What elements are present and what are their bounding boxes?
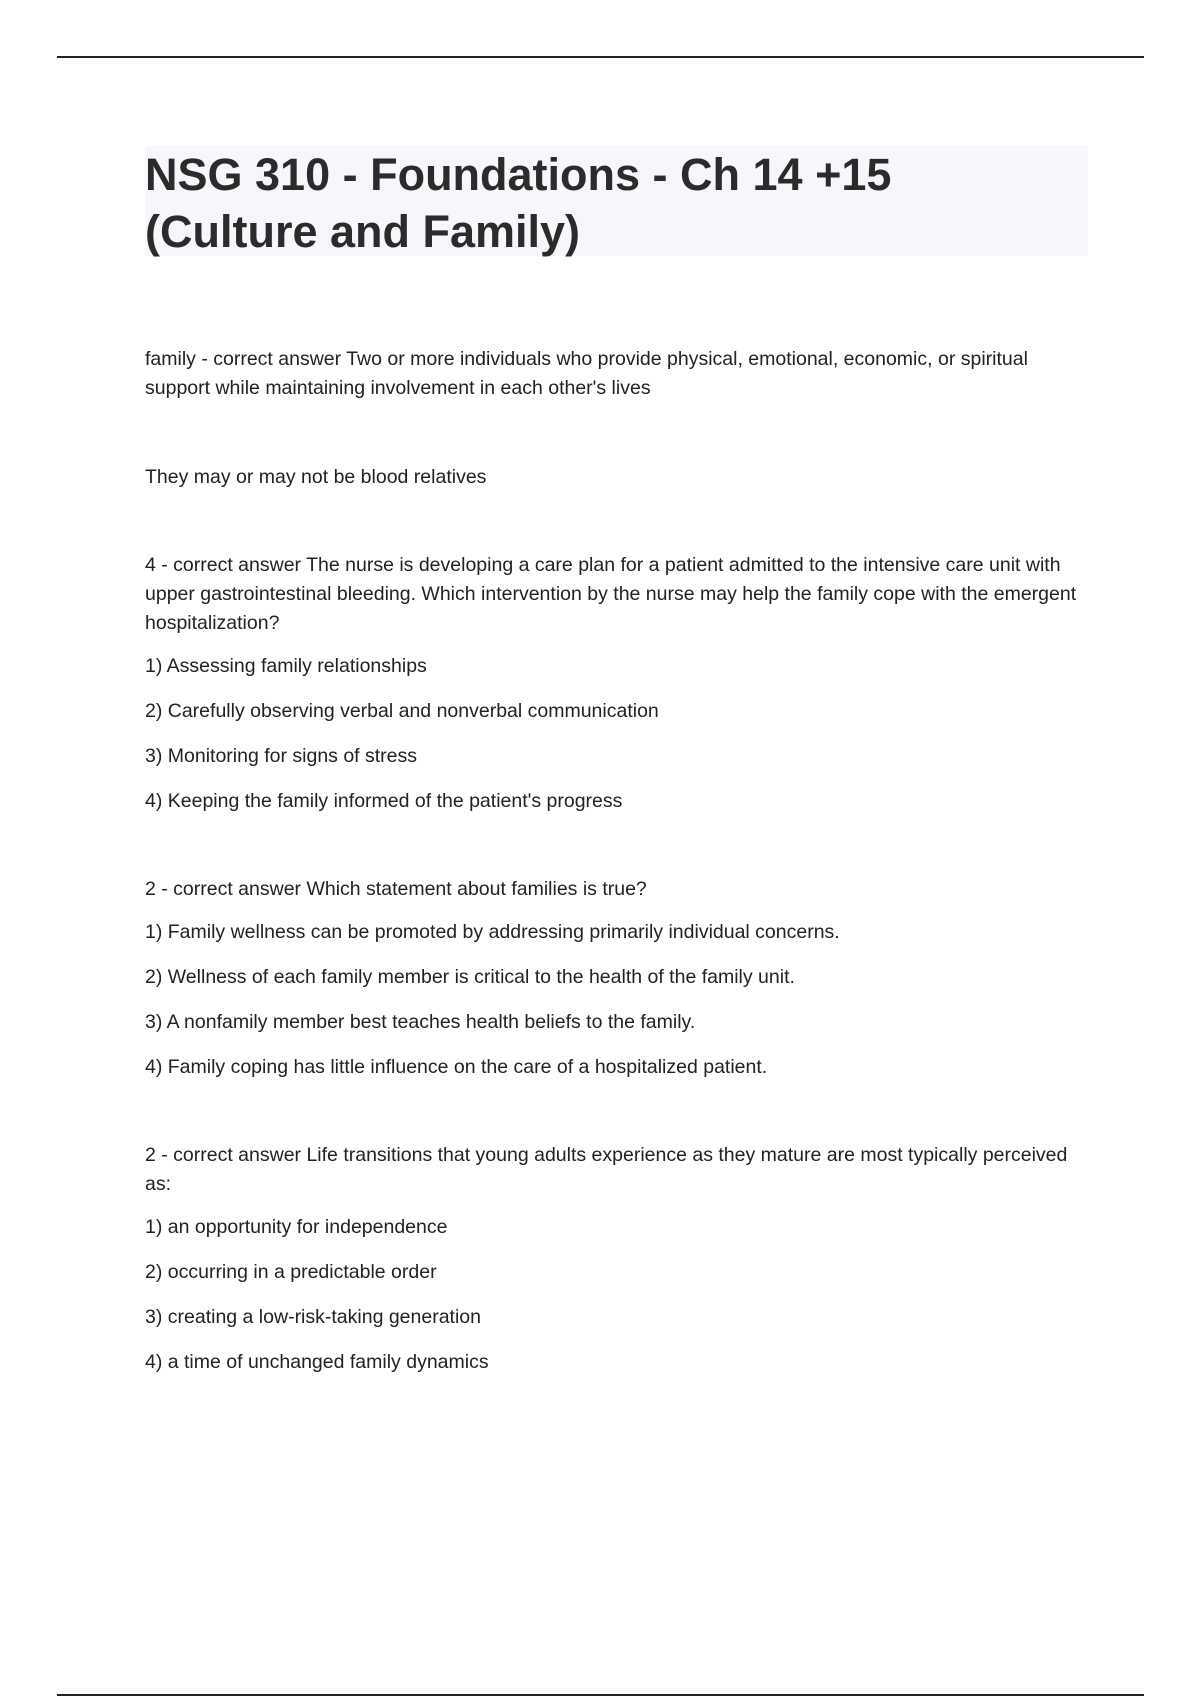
question-stem: 2 - correct answer Which statement about families is true? xyxy=(145,878,647,900)
question-stem: 4 - correct answer The nurse is developing a care plan for a patient admitted to the intensive care unit with upper gastrointestinal bleeding. Which intervention by the nurse may help the family cope with the emergent hospitalization? xyxy=(145,554,1077,634)
answer-option: 3) creating a low-risk-taking generation xyxy=(145,1306,481,1328)
answer-option: 3) Monitoring for signs of stress xyxy=(145,745,418,767)
answer-option: 2) Carefully observing verbal and nonverbal communication xyxy=(145,700,659,722)
definition-note: They may or may not be blood relatives xyxy=(145,466,487,488)
answer-option: 3) A nonfamily member best teaches health beliefs to the family. xyxy=(145,1011,696,1033)
answer-option: 1) an opportunity for independence xyxy=(145,1216,448,1238)
question-block xyxy=(145,551,1095,816)
question-stem: 2 - correct answer Life transitions that young adults experience as they mature are most typically perceived as: xyxy=(145,1144,1068,1195)
title-block xyxy=(145,146,1088,256)
answer-option: 4) a time of unchanged family dynamics xyxy=(145,1351,489,1373)
document-body xyxy=(145,345,1095,1377)
bottom-divider xyxy=(57,1694,1144,1696)
answer-option: 1) Family wellness can be promoted by addressing primarily individual concerns. xyxy=(145,921,840,943)
answer-option: 2) Wellness of each family member is critical to the health of the family unit. xyxy=(145,966,795,988)
answer-option: 2) occurring in a predictable order xyxy=(145,1261,437,1283)
page-title xyxy=(145,146,1088,260)
answer-option: 4) Family coping has little influence on the care of a hospitalized patient. xyxy=(145,1056,768,1078)
answer-option: 4) Keeping the family informed of the patient's progress xyxy=(145,790,623,812)
answer-option: 1) Assessing family relationships xyxy=(145,655,427,677)
definition-entry: family - correct answer Two or more individuals who provide physical, emotional, economic, or spiritual support while maintaining involvement in each other's lives xyxy=(145,348,1028,399)
top-divider xyxy=(57,56,1144,58)
question-block xyxy=(145,875,1095,1082)
question-block xyxy=(145,1141,1095,1377)
title-line-1: NSG 310 - Foundations - Ch 14 +15 xyxy=(145,149,892,200)
title-line-2: (Culture and Family) xyxy=(145,206,581,257)
